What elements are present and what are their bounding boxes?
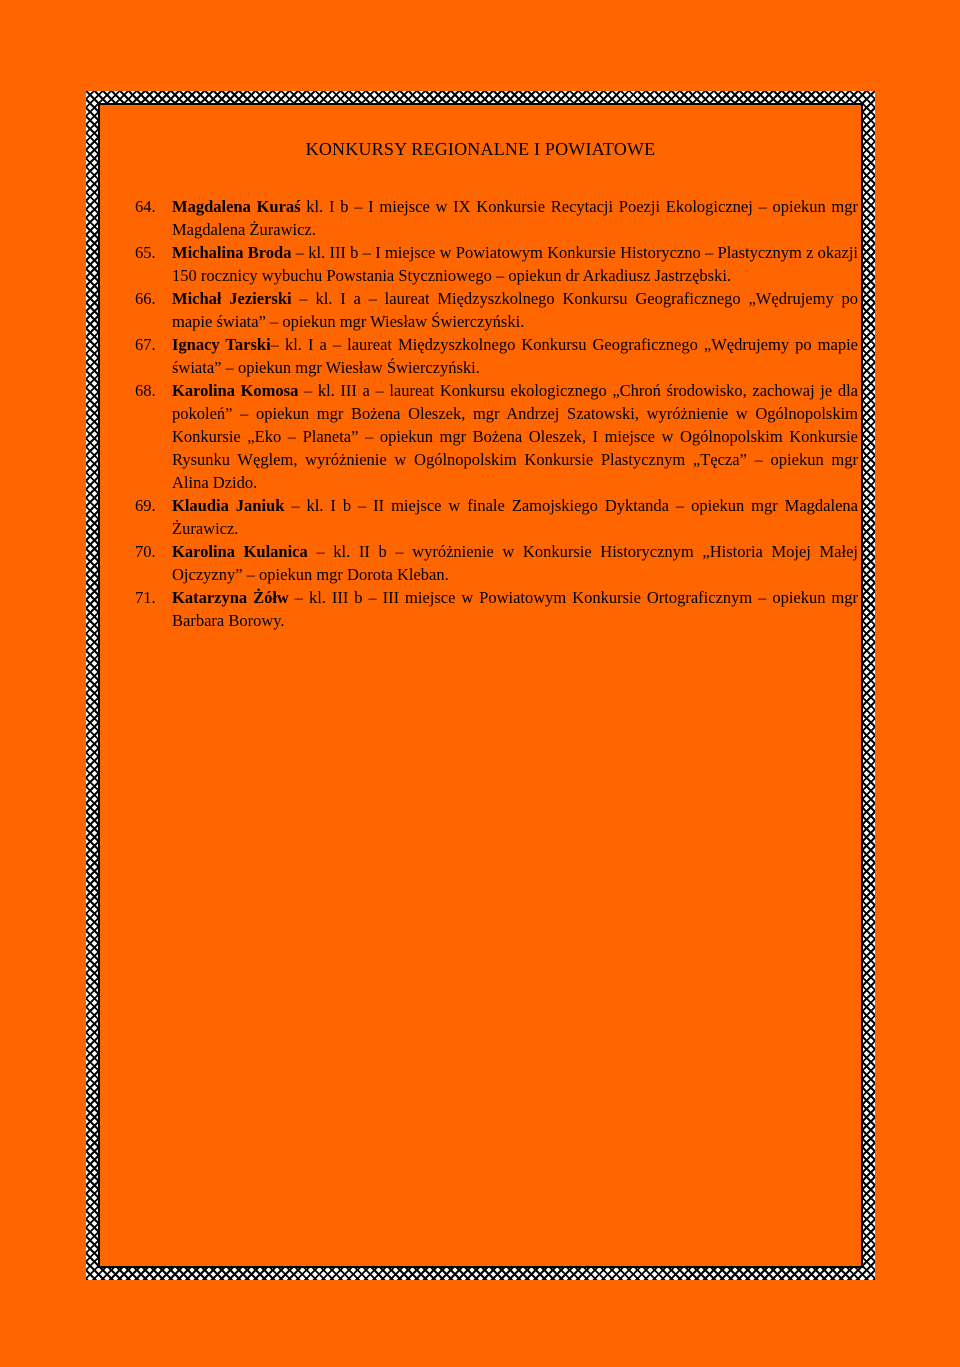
list-item — [135, 195, 858, 241]
item-body — [172, 586, 858, 632]
item-body — [172, 333, 858, 379]
student-name: Ignacy Tarski — [172, 335, 271, 354]
item-body — [172, 379, 858, 494]
student-name: Michalina Broda — [172, 243, 292, 262]
item-text: – kl. III a – laureat Konkursu ekologicznego „Chroń środowisko, zachowaj je dla pokoleń” – opiekun mgr Bożena Oleszek, mgr Andrzej Szatowski, wyróżnienie w Ogólnopolskim Konkursie „Eko – Planeta” – opiekun mgr Bożena Oleszek, I miejsce w Ogólnopolskim Konkursie Rysunku Węglem, wyróżnienie w Ogólnopolskim Konkursie Plastycznym „Tęcza” – opiekun mgr Alina Dzido. — [172, 381, 858, 492]
item-body — [172, 540, 858, 586]
list-item — [135, 540, 858, 586]
list-item — [135, 333, 858, 379]
page-title: KONKURSY REGIONALNE I POWIATOWE — [305, 139, 656, 159]
list-item — [135, 586, 858, 632]
item-text: – kl. III b – I miejsce w Powiatowym Konkursie Historyczno – Plastycznym z okazji 150 rocznicy wybuchu Powstania Styczniowego – opiekun dr Arkadiusz Jastrzębski. — [172, 243, 858, 285]
item-text: – kl. III b – III miejsce w Powiatowym Konkursie Ortograficznym – opiekun mgr Barbara Borowy. — [172, 588, 858, 630]
item-number: 65. — [135, 243, 156, 262]
list-item — [135, 287, 858, 333]
item-number: 66. — [135, 289, 156, 308]
list-item — [135, 494, 858, 540]
item-text: – kl. I b – II miejsce w finale Zamojskiego Dyktanda – opiekun mgr Magdalena Żurawicz. — [172, 496, 858, 538]
student-name: Klaudia Janiuk — [172, 496, 285, 515]
student-name: Magdalena Kuraś — [172, 197, 301, 216]
student-name: Karolina Kulanica — [172, 542, 308, 561]
item-number: 70. — [135, 542, 156, 561]
item-number: 64. — [135, 197, 156, 216]
list-item — [135, 379, 858, 494]
student-name: Michał Jezierski — [172, 289, 292, 308]
item-number: 67. — [135, 335, 156, 354]
item-text: – kl. I a – laureat Międzyszkolnego Konkursu Geograficznego „Wędrujemy po mapie świata” – opiekun mgr Wiesław Świerczyński. — [172, 335, 858, 377]
decorative-border-frame — [86, 91, 875, 1280]
item-body — [172, 241, 858, 287]
item-number: 71. — [135, 588, 156, 607]
item-body — [172, 287, 858, 333]
item-text: – kl. II b – wyróżnienie w Konkursie Historycznym „Historia Mojej Małej Ojczyzny” – opiekun mgr Dorota Kleban. — [172, 542, 859, 584]
item-text: kl. I b – I miejsce w IX Konkursie Recytacji Poezji Ekologicznej – opiekun mgr Magdalena Żurawicz. — [172, 197, 858, 239]
item-body — [172, 494, 858, 540]
item-body — [172, 195, 858, 241]
list-item — [135, 241, 858, 287]
document-panel — [100, 105, 861, 1266]
item-text: – kl. I a – laureat Międzyszkolnego Konkursu Geograficznego „Wędrujemy po mapie świata” – opiekun mgr Wiesław Świerczyński. — [172, 289, 858, 331]
student-name: Karolina Komosa — [172, 381, 299, 400]
item-number: 69. — [135, 496, 156, 515]
student-name: Katarzyna Żółw — [172, 588, 289, 607]
item-number: 68. — [135, 381, 156, 400]
awards-list — [135, 195, 858, 632]
